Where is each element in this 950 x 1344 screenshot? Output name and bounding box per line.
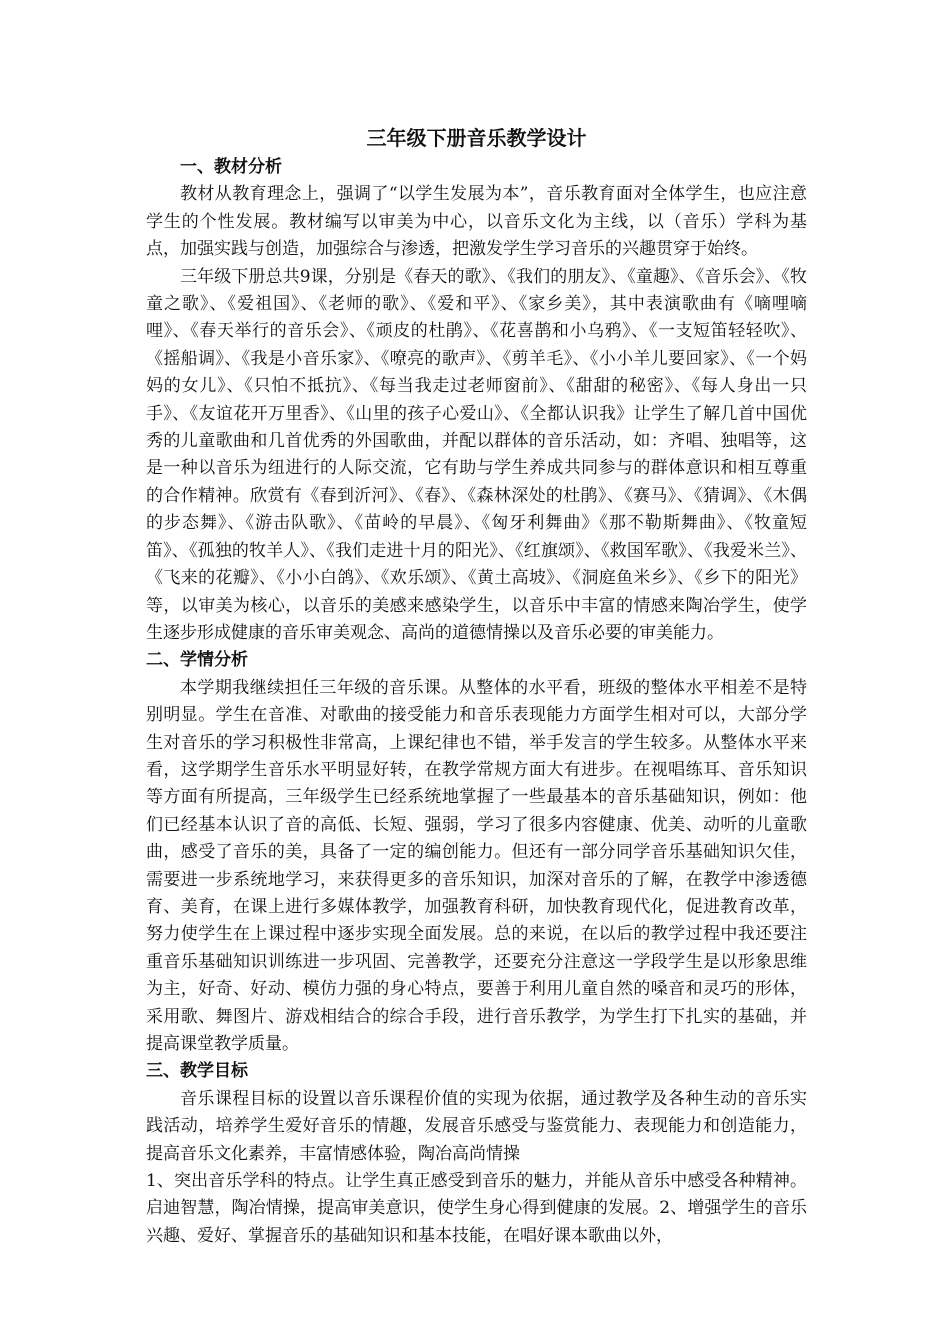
paragraph: 教材从教育理念上，强调了“以学生发展为本”，音乐教育面对全体学生，也应注意学生的个性发展。教材编写以审美为中心，以音乐文化为主线，以（音乐）学科为基点，加强实践与创造，加强综合与渗透，把激发学生学习音乐的兴趣贯穿于始终。 <box>146 184 807 260</box>
paragraph: 本学期我继续担任三年级的音乐课。从整体的水平看，班级的整体水平相差不是特别明显。学生在音准、对歌曲的接受能力和音乐表现能力方面学生相对可以，大部分学生对音乐的学习积极性非常高，上课纪律也不错，举手发言的学生较多。从整体水平来看，这学期学生音乐水平明显好转，在教学常规方面大有进步。在视唱练耳、音乐知识等方面有所提高，三年级学生已经系统地掌握了一些最基本的音乐基础知识，例如：他们已经基本认识了音的高低、长短、强弱，学习了很多内容健康、优美、动听的儿童歌曲，感受了音乐的美，具备了一定的编创能力。但还有一部分同学音乐基础知识欠佳，需要进一步系统地学习，来获得更多的音乐知识，加深对音乐的了解，在教学中渗透德育、美育，在课上进行多媒体教学，加强教育科研，加快教育现代化，促进教育改革，努力使学生在上课过程中逐步实现全面发展。总的来说，在以后的教学过程中我还要注重音乐基础知识训练进一步巩固、完善教学，还要充分注意这一学段学生是以形象思维为主，好奇、好动、模仿力强的身心特点，要善于利用儿童自然的嗓音和灵巧的形体，采用歌、舞图片、游戏相结合的综合手段，进行音乐教学，为学生打下扎实的基础，并提高课堂教学质量。 <box>146 677 807 1054</box>
paragraph: 音乐课程目标的设置以音乐课程价值的实现为依据，通过教学及各种生动的音乐实践活动，培养学生爱好音乐的情趣，发展音乐感受与鉴赏能力、表现能力和创造能力，提高音乐文化素养，丰富情感体验，陶冶高尚情操 <box>146 1088 807 1164</box>
paragraph-numbered: 1、突出音乐学科的特点。让学生真正感受到音乐的魅力，并能从音乐中感受各种精神。启迪智慧，陶冶情操，提高审美意识，使学生身心得到健康的发展。2、增强学生的音乐兴趣、爱好、掌握音乐的基础知识和基本技能，在唱好课本歌曲以外， <box>146 1171 807 1246</box>
section-heading-student-analysis: 二、学情分析 <box>146 650 248 671</box>
paragraph: 三年级下册总共9课，分别是《春天的歌》、《我们的朋友》、《童趣》、《音乐会》、《牧童之歌》、《爱祖国》、《老师的歌》、《爱和平》、《家乡美》，其中表演歌曲有《嘀哩嘀哩》、《春天举行的音乐会》、《顽皮的杜鹃》、《花喜鹊和小乌鸦》、《一支短笛轻轻吹》、《摇船调》、《我是小音乐家》、《嘹亮的歌声》、《剪羊毛》、《小小羊儿要回家》、《一个妈妈的女儿》、《只怕不抵抗》、《每当我走过老师窗前》、《甜甜的秘密》、《每人身出一只手》、《友谊花开万里香》、《山里的孩子心爱山》、《全都认识我》让学生了解几首中国优秀的儿童歌曲和几首优秀的外国歌曲，并配以群体的音乐活动，如：齐唱、独唱等，这是一种以音乐为纽进行的人际交流，它有助与学生养成共同参与的群体意识和相互尊重的合作精神。欣赏有《春到沂河》、《春》、《森林深处的杜鹃》、《赛马》、《猜调》、《木偶的步态舞》、《游击队歌》、《苗岭的早晨》、《匈牙利舞曲》《那不勒斯舞曲》、《牧童短笛》、《孤独的牧羊人》、《我们走进十月的阳光》、《红旗颂》、《救国军歌》、《我爱米兰》、《飞来的花瓣》、《小小白鸽》、《欢乐颂》、《黄土高坡》、《洞庭鱼米乡》、《乡下的阳光》等，以审美为核心，以音乐的美感来感染学生，以音乐中丰富的情感来陶冶学生，使学生逐步形成健康的音乐审美观念、高尚的道德情操以及音乐必要的审美能力。 <box>146 266 807 643</box>
section-heading-textbook-analysis: 一、教材分析 <box>180 157 282 177</box>
document-title: 三年级下册音乐教学设计 <box>366 126 587 150</box>
section-heading-teaching-goals: 三、教学目标 <box>146 1061 248 1082</box>
document-body <box>146 122 807 1250</box>
